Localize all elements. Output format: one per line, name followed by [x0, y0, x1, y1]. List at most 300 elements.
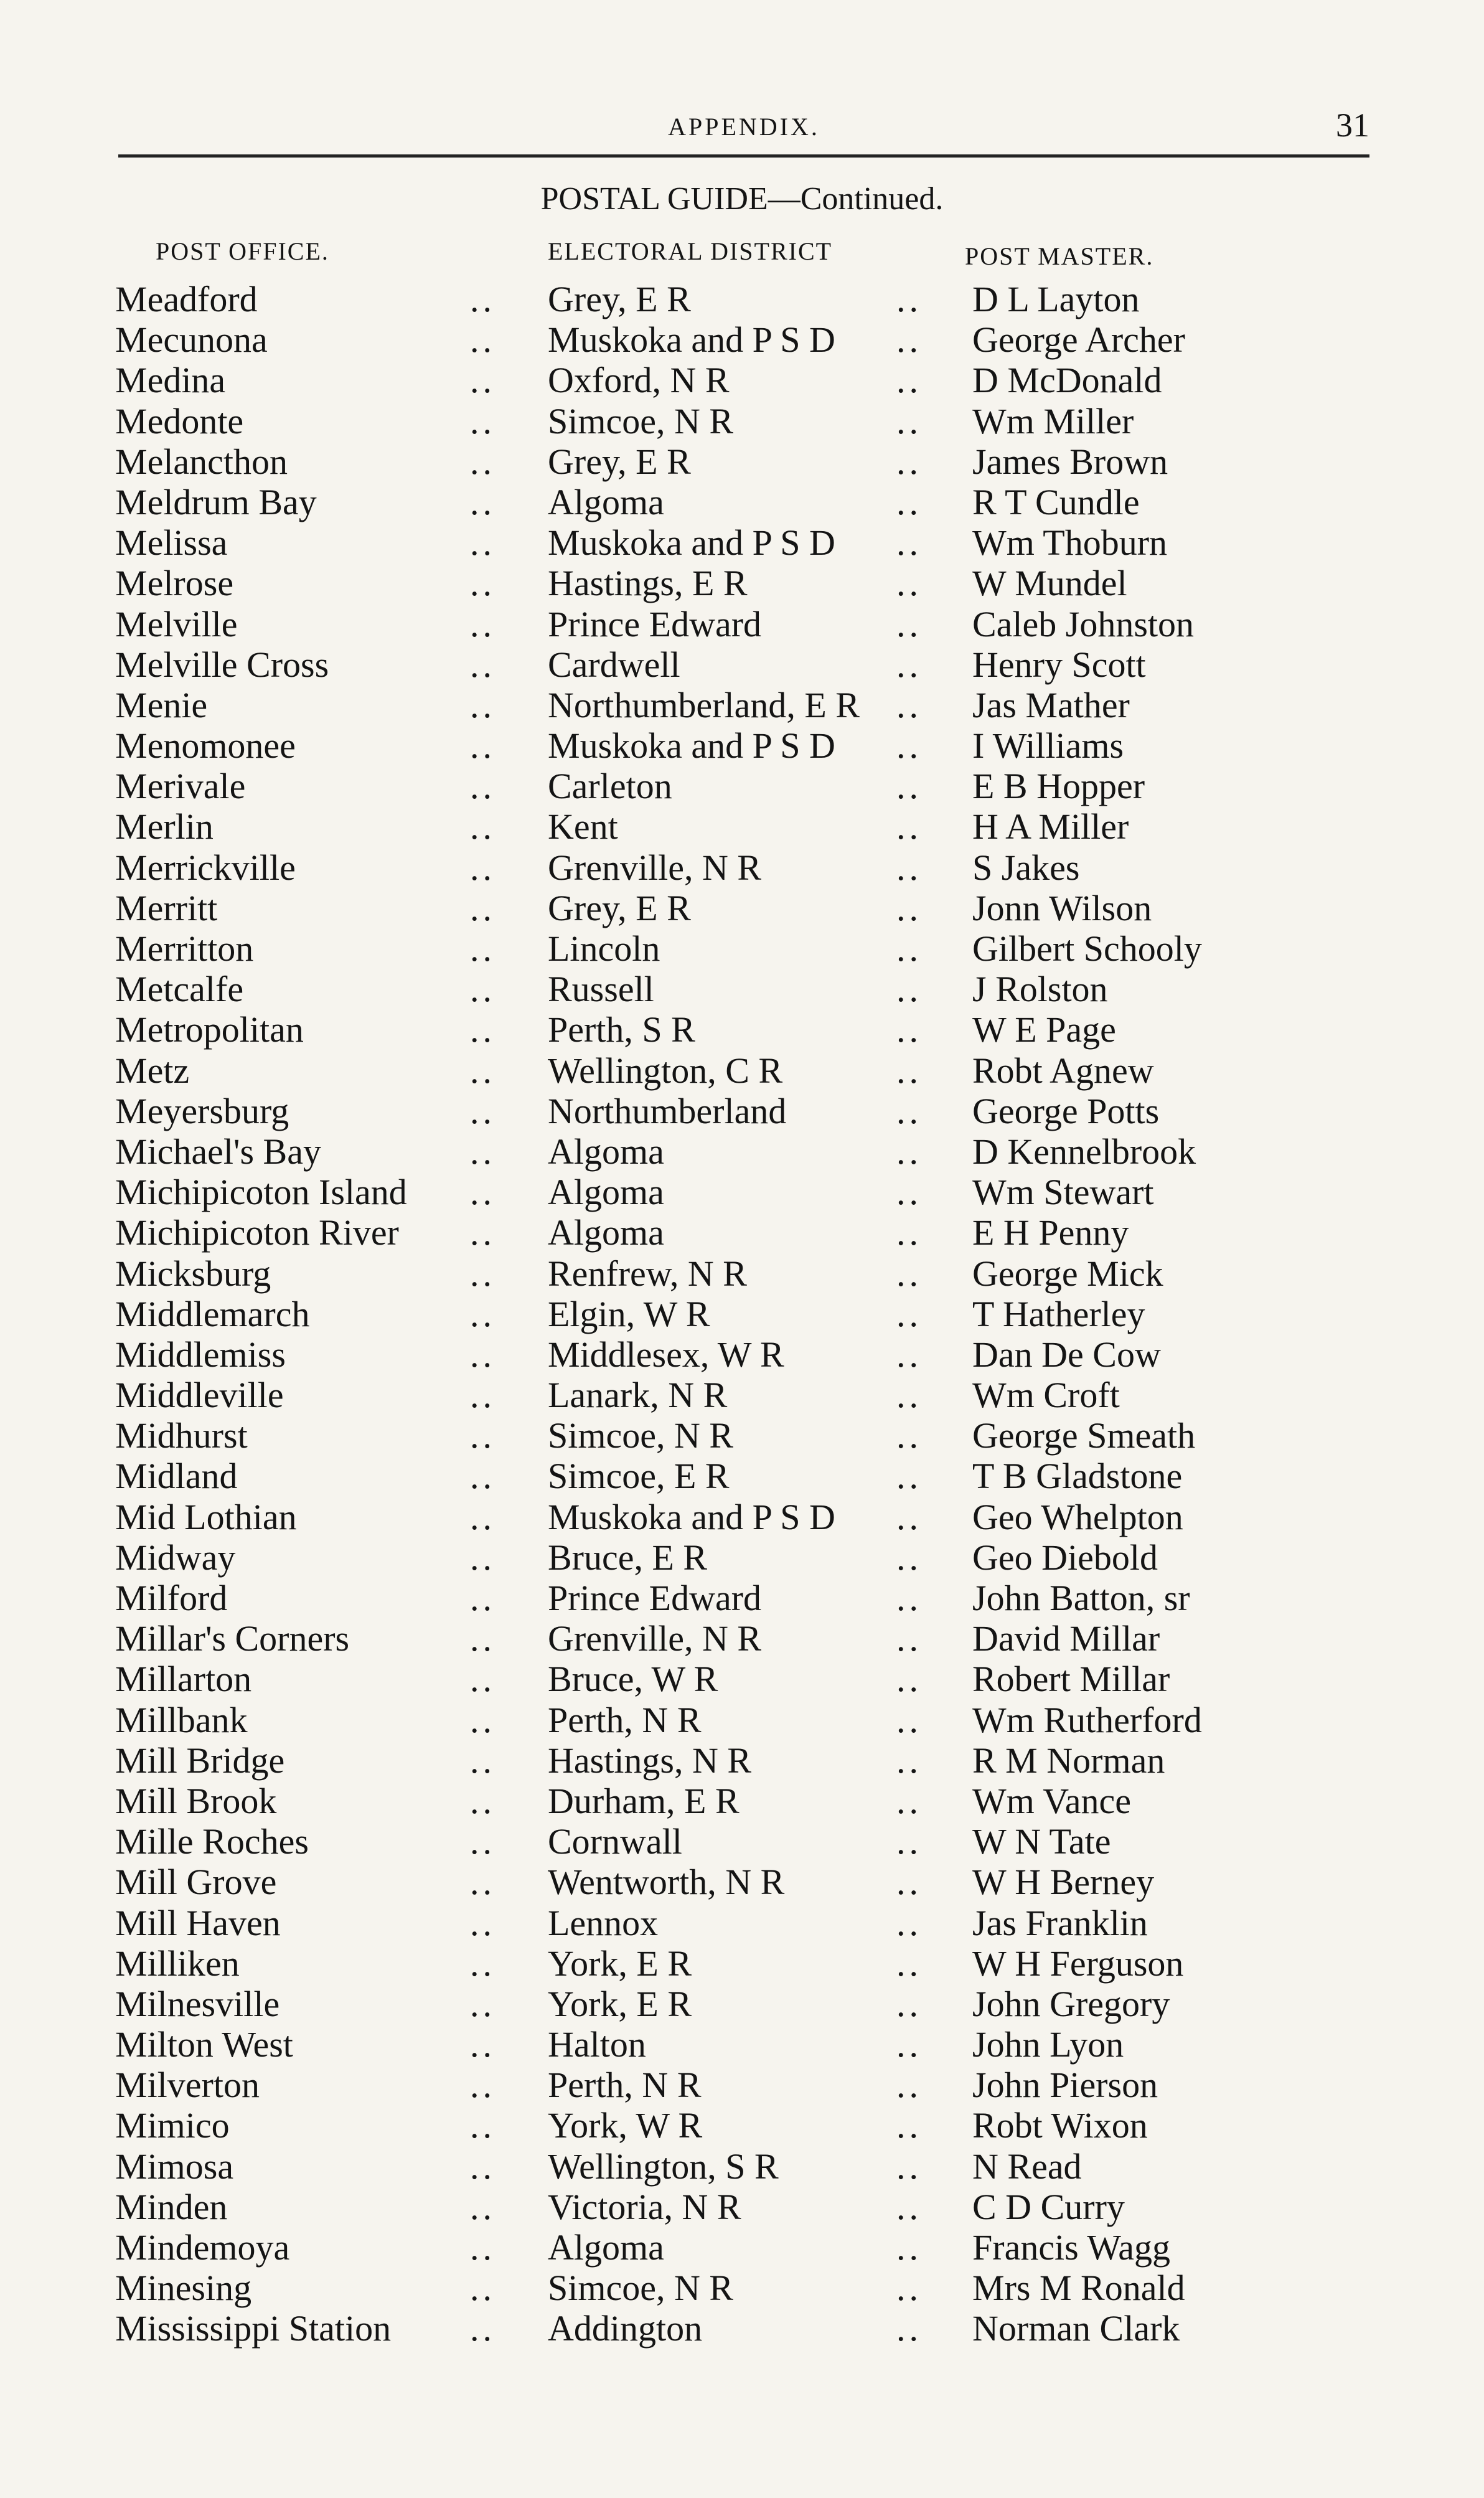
- electoral-district: Simcoe, N R: [548, 2268, 734, 2309]
- post-master-name: H A Miller: [972, 806, 1129, 847]
- leader-dots: ..: [470, 1131, 495, 1172]
- post-master-name: Wm Stewart: [972, 1172, 1154, 1213]
- leader-dots: ..: [896, 1983, 922, 2024]
- post-office-name: Melrose: [115, 563, 234, 604]
- electoral-district: Simcoe, N R: [548, 400, 734, 441]
- table-row: [0, 1740, 1484, 1781]
- leader-dots: ..: [470, 1578, 495, 1618]
- post-master-name: John Lyon: [972, 2024, 1124, 2065]
- leader-dots: ..: [470, 319, 495, 361]
- electoral-district: Lennox: [548, 1902, 659, 1943]
- post-office-name: Metz: [115, 1050, 190, 1091]
- table-row: [0, 969, 1484, 1009]
- post-master-name: R T Cundle: [972, 481, 1140, 522]
- electoral-district: Durham, E R: [548, 1780, 740, 1821]
- leader-dots: ..: [896, 1537, 922, 1578]
- post-office-name: Millbank: [115, 1699, 248, 1740]
- table-row: [0, 319, 1484, 360]
- leader-dots: ..: [470, 1821, 495, 1862]
- leader-dots: ..: [896, 847, 922, 888]
- leader-dots: ..: [470, 1456, 495, 1497]
- leader-dots: ..: [470, 1050, 495, 1091]
- leader-dots: ..: [470, 2186, 495, 2227]
- leader-dots: ..: [470, 887, 495, 928]
- leader-dots: ..: [470, 2268, 495, 2309]
- leader-dots: ..: [896, 1659, 922, 1700]
- leader-dots: ..: [470, 441, 495, 482]
- leader-dots: ..: [896, 2024, 922, 2065]
- electoral-district: Bruce, E R: [548, 1537, 708, 1578]
- leader-dots: ..: [896, 319, 922, 361]
- electoral-district: Oxford, N R: [548, 360, 730, 401]
- post-office-name: Meadford: [115, 279, 258, 319]
- table-row: [0, 2268, 1484, 2308]
- post-office-name: Melancthon: [115, 441, 288, 482]
- leader-dots: ..: [470, 1212, 495, 1253]
- leader-dots: ..: [896, 1496, 922, 1537]
- leader-dots: ..: [470, 766, 495, 807]
- post-master-name: George Archer: [972, 319, 1185, 361]
- leader-dots: ..: [470, 1780, 495, 1821]
- electoral-district: Simcoe, N R: [548, 1415, 734, 1456]
- leader-dots: ..: [470, 400, 495, 441]
- post-office-name: Micksburg: [115, 1253, 271, 1294]
- table-row: [0, 279, 1484, 319]
- leader-dots: ..: [470, 806, 495, 847]
- leader-dots: ..: [896, 1334, 922, 1375]
- table-row: [0, 401, 1484, 441]
- table-row: [0, 2105, 1484, 2146]
- leader-dots: ..: [896, 522, 922, 563]
- leader-dots: ..: [896, 481, 922, 522]
- electoral-district: Muskoka and P S D: [548, 319, 835, 361]
- table-row: [0, 604, 1484, 644]
- post-office-name: Mecunona: [115, 319, 268, 361]
- table-row: [0, 1294, 1484, 1334]
- post-master-name: Dan De Cow: [972, 1334, 1161, 1375]
- post-office-name: Mississippi Station: [115, 2308, 392, 2349]
- post-master-name: Norman Clark: [972, 2308, 1180, 2349]
- electoral-district: Cardwell: [548, 644, 680, 685]
- post-master-name: Gilbert Schooly: [972, 928, 1202, 969]
- leader-dots: ..: [896, 360, 922, 401]
- leader-dots: ..: [470, 1293, 495, 1334]
- electoral-district: York, W R: [548, 2105, 703, 2146]
- leader-dots: ..: [896, 1699, 922, 1740]
- post-master-name: Jas Mather: [972, 684, 1130, 725]
- electoral-district: Grey, E R: [548, 279, 691, 319]
- leader-dots: ..: [896, 400, 922, 441]
- post-master-name: J Rolston: [972, 969, 1108, 1010]
- post-office-name: Merivale: [115, 766, 246, 807]
- electoral-district: Victoria, N R: [548, 2186, 741, 2227]
- post-master-name: Robert Millar: [972, 1659, 1170, 1700]
- post-office-name: Merritton: [115, 928, 254, 969]
- table-row: [0, 888, 1484, 928]
- table-row: [0, 1415, 1484, 1456]
- leader-dots: ..: [896, 1821, 922, 1862]
- running-header: [118, 106, 1369, 156]
- electoral-district: Algoma: [548, 481, 664, 522]
- post-master-name: John Batton, sr: [972, 1578, 1190, 1618]
- post-office-name: Milnesville: [115, 1983, 280, 2024]
- leader-dots: ..: [470, 481, 495, 522]
- electoral-district: Kent: [548, 806, 618, 847]
- post-master-name: E B Hopper: [972, 766, 1145, 807]
- table-row: [0, 1050, 1484, 1091]
- electoral-district: Muskoka and P S D: [548, 522, 835, 563]
- electoral-district: Muskoka and P S D: [548, 725, 835, 766]
- leader-dots: ..: [470, 2146, 495, 2187]
- electoral-district: Wentworth, N R: [548, 1862, 785, 1903]
- leader-dots: ..: [896, 441, 922, 482]
- post-office-name: Middlemiss: [115, 1334, 286, 1375]
- post-office-name: Michipicoton Island: [115, 1172, 407, 1213]
- post-master-name: D L Layton: [972, 279, 1140, 319]
- table-row: [0, 2146, 1484, 2187]
- table-row: [0, 1456, 1484, 1496]
- post-office-name: Middlemarch: [115, 1293, 310, 1334]
- leader-dots: ..: [896, 1375, 922, 1416]
- leader-dots: ..: [896, 279, 922, 319]
- electoral-district: Perth, N R: [548, 1699, 702, 1740]
- leader-dots: ..: [470, 1334, 495, 1375]
- post-office-name: Mid Lothian: [115, 1496, 297, 1537]
- table-row: [0, 2308, 1484, 2349]
- leader-dots: ..: [470, 2227, 495, 2268]
- post-master-name: W Mundel: [972, 563, 1127, 604]
- leader-dots: ..: [470, 279, 495, 319]
- post-master-name: Wm Rutherford: [972, 1699, 1202, 1740]
- leader-dots: ..: [470, 2105, 495, 2146]
- leader-dots: ..: [470, 2024, 495, 2065]
- electoral-district: Perth, S R: [548, 1009, 695, 1050]
- post-master-name: Francis Wagg: [972, 2227, 1171, 2268]
- table-row: [0, 1659, 1484, 1699]
- electoral-district: Hastings, E R: [548, 563, 748, 604]
- post-master-name: D McDonald: [972, 360, 1162, 401]
- table-row: [0, 1862, 1484, 1902]
- table-row: [0, 2024, 1484, 2065]
- post-office-name: Menomonee: [115, 725, 296, 766]
- leader-dots: ..: [896, 1618, 922, 1659]
- leader-dots: ..: [896, 1415, 922, 1456]
- table-row: [0, 1537, 1484, 1578]
- leader-dots: ..: [896, 766, 922, 807]
- electoral-district: Algoma: [548, 1212, 664, 1253]
- electoral-district: Algoma: [548, 1131, 664, 1172]
- table-row: [0, 1984, 1484, 2024]
- table-row: [0, 1091, 1484, 1131]
- post-office-name: Merritt: [115, 887, 218, 928]
- leader-dots: ..: [470, 644, 495, 685]
- leader-dots: ..: [470, 360, 495, 401]
- leader-dots: ..: [470, 2065, 495, 2106]
- leader-dots: ..: [470, 847, 495, 888]
- leader-dots: ..: [470, 1090, 495, 1131]
- leader-dots: ..: [896, 1902, 922, 1943]
- table-row: [0, 360, 1484, 400]
- post-master-name: John Pierson: [972, 2065, 1158, 2106]
- electoral-district: Renfrew, N R: [548, 1253, 747, 1294]
- post-office-name: Minden: [115, 2186, 228, 2227]
- leader-dots: ..: [470, 928, 495, 969]
- post-office-name: Mille Roches: [115, 1821, 309, 1862]
- leader-dots: ..: [470, 1699, 495, 1740]
- leader-dots: ..: [470, 1943, 495, 1984]
- post-office-name: Milford: [115, 1578, 228, 1618]
- leader-dots: ..: [896, 1293, 922, 1334]
- post-master-name: Wm Miller: [972, 400, 1134, 441]
- electoral-district: Addington: [548, 2308, 703, 2349]
- leader-dots: ..: [896, 2186, 922, 2227]
- leader-dots: ..: [896, 1090, 922, 1131]
- electoral-district: Middlesex, W R: [548, 1334, 784, 1375]
- post-office-name: Meyersburg: [115, 1090, 289, 1131]
- table-row: [0, 1253, 1484, 1294]
- post-master-name: Wm Croft: [972, 1375, 1120, 1416]
- column-header-electoral-district: ELECTORAL DISTRICT: [548, 237, 833, 265]
- leader-dots: ..: [470, 1009, 495, 1050]
- leader-dots: ..: [896, 1172, 922, 1213]
- table-row: [0, 1172, 1484, 1212]
- table-row: [0, 725, 1484, 766]
- running-title: APPENDIX.: [668, 113, 820, 141]
- leader-dots: ..: [470, 563, 495, 604]
- table-row: [0, 1009, 1484, 1050]
- section-title: POSTAL GUIDE—Continued.: [540, 181, 944, 217]
- leader-dots: ..: [470, 1496, 495, 1537]
- electoral-district: Lincoln: [548, 928, 660, 969]
- table-row: [0, 2227, 1484, 2268]
- post-master-name: W E Page: [972, 1009, 1116, 1050]
- post-office-name: Mimico: [115, 2105, 230, 2146]
- leader-dots: ..: [470, 2308, 495, 2349]
- leader-dots: ..: [896, 806, 922, 847]
- post-office-name: Meldrum Bay: [115, 481, 317, 522]
- leader-dots: ..: [470, 684, 495, 725]
- leader-dots: ..: [896, 2268, 922, 2309]
- electoral-district: Grey, E R: [548, 441, 691, 482]
- post-master-name: Wm Thoburn: [972, 522, 1168, 563]
- post-master-name: James Brown: [972, 441, 1168, 482]
- post-master-name: Mrs M Ronald: [972, 2268, 1185, 2309]
- electoral-district: Wellington, C R: [548, 1050, 783, 1091]
- post-office-name: Medonte: [115, 400, 244, 441]
- leader-dots: ..: [896, 928, 922, 969]
- leader-dots: ..: [470, 1659, 495, 1700]
- leader-dots: ..: [470, 1902, 495, 1943]
- electoral-district: York, E R: [548, 1943, 692, 1984]
- post-master-name: T Hatherley: [972, 1293, 1145, 1334]
- leader-dots: ..: [896, 1009, 922, 1050]
- leader-dots: ..: [470, 1375, 495, 1416]
- leader-dots: ..: [896, 1740, 922, 1781]
- post-master-name: Caleb Johnston: [972, 603, 1195, 644]
- post-master-name: Robt Wixon: [972, 2105, 1148, 2146]
- leader-dots: ..: [470, 603, 495, 644]
- post-master-name: T B Gladstone: [972, 1456, 1183, 1497]
- table-row: [0, 1903, 1484, 1943]
- post-master-name: Geo Diebold: [972, 1537, 1158, 1578]
- leader-dots: ..: [896, 2105, 922, 2146]
- post-office-name: Menie: [115, 684, 208, 725]
- table-row: [0, 1334, 1484, 1375]
- table-row: [0, 1578, 1484, 1618]
- electoral-district: Grenville, N R: [548, 1618, 762, 1659]
- post-master-name: Wm Vance: [972, 1780, 1131, 1821]
- table-row: [0, 1700, 1484, 1740]
- post-office-name: Melville Cross: [115, 644, 329, 685]
- table-row: [0, 644, 1484, 685]
- leader-dots: ..: [896, 2227, 922, 2268]
- electoral-district: Prince Edward: [548, 603, 762, 644]
- leader-dots: ..: [896, 1131, 922, 1172]
- leader-dots: ..: [896, 1780, 922, 1821]
- post-office-name: Merlin: [115, 806, 214, 847]
- leader-dots: ..: [896, 887, 922, 928]
- electoral-district: Perth, N R: [548, 2065, 702, 2106]
- electoral-district: Elgin, W R: [548, 1293, 710, 1334]
- table-row: [0, 1212, 1484, 1253]
- table-row: [0, 806, 1484, 847]
- leader-dots: ..: [896, 2308, 922, 2349]
- post-office-name: Midland: [115, 1456, 238, 1497]
- electoral-district: Cornwall: [548, 1821, 682, 1862]
- post-office-name: Millarton: [115, 1659, 252, 1700]
- post-office-name: Michipicoton River: [115, 1212, 399, 1253]
- post-office-name: Melville: [115, 603, 238, 644]
- electoral-district: Algoma: [548, 1172, 664, 1213]
- leader-dots: ..: [470, 1415, 495, 1456]
- electoral-district: Hastings, N R: [548, 1740, 752, 1781]
- header-rule: [118, 154, 1369, 158]
- post-office-name: Metcalfe: [115, 969, 244, 1010]
- post-office-name: Mimosa: [115, 2146, 234, 2187]
- post-master-name: Jonn Wilson: [972, 887, 1152, 928]
- electoral-district: Wellington, S R: [548, 2146, 779, 2187]
- column-header-post-office: POST OFFICE.: [156, 237, 329, 265]
- page-number: 31: [1336, 106, 1369, 144]
- post-master-name: W H Berney: [972, 1862, 1155, 1903]
- electoral-district: York, E R: [548, 1983, 692, 2024]
- leader-dots: ..: [896, 644, 922, 685]
- post-master-name: George Smeath: [972, 1415, 1196, 1456]
- leader-dots: ..: [896, 603, 922, 644]
- leader-dots: ..: [896, 1253, 922, 1294]
- electoral-district: Carleton: [548, 766, 672, 807]
- electoral-district: Muskoka and P S D: [548, 1496, 835, 1537]
- post-master-name: S Jakes: [972, 847, 1080, 888]
- post-office-name: Melissa: [115, 522, 228, 563]
- post-master-name: W H Ferguson: [972, 1943, 1184, 1984]
- leader-dots: ..: [470, 1537, 495, 1578]
- post-master-name: N Read: [972, 2146, 1082, 2187]
- electoral-district: Northumberland: [548, 1090, 787, 1131]
- post-master-name: C D Curry: [972, 2186, 1125, 2227]
- post-office-name: Milton West: [115, 2024, 293, 2065]
- leader-dots: ..: [470, 1862, 495, 1903]
- electoral-district: Russell: [548, 969, 654, 1010]
- post-office-name: Merrickville: [115, 847, 296, 888]
- column-headers: [0, 237, 1484, 274]
- leader-dots: ..: [896, 684, 922, 725]
- post-master-name: Jas Franklin: [972, 1902, 1148, 1943]
- post-office-name: Mill Haven: [115, 1902, 281, 1943]
- table-row: [0, 685, 1484, 725]
- table-row: [0, 1497, 1484, 1537]
- electoral-district: Lanark, N R: [548, 1375, 728, 1416]
- post-master-name: Geo Whelpton: [972, 1496, 1183, 1537]
- post-office-name: Mill Bridge: [115, 1740, 285, 1781]
- leader-dots: ..: [896, 1456, 922, 1497]
- post-master-name: R M Norman: [972, 1740, 1165, 1781]
- leader-dots: ..: [896, 969, 922, 1010]
- table-row: [0, 1375, 1484, 1415]
- table-row: [0, 1781, 1484, 1821]
- electoral-district: Algoma: [548, 2227, 664, 2268]
- leader-dots: ..: [470, 1740, 495, 1781]
- leader-dots: ..: [896, 725, 922, 766]
- table-row: [0, 1618, 1484, 1659]
- table-row: [0, 928, 1484, 969]
- leader-dots: ..: [470, 725, 495, 766]
- table-row: [0, 2065, 1484, 2105]
- electoral-district: Prince Edward: [548, 1578, 762, 1618]
- post-master-name: D Kennelbrook: [972, 1131, 1196, 1172]
- post-office-name: Medina: [115, 360, 226, 401]
- post-master-name: E H Penny: [972, 1212, 1129, 1253]
- post-master-name: George Potts: [972, 1090, 1160, 1131]
- post-office-name: Metropolitan: [115, 1009, 304, 1050]
- post-office-name: Millar's Corners: [115, 1618, 350, 1659]
- leader-dots: ..: [470, 1983, 495, 2024]
- post-office-name: Milliken: [115, 1943, 240, 1984]
- electoral-district: Halton: [548, 2024, 646, 2065]
- leader-dots: ..: [470, 522, 495, 563]
- table-row: [0, 441, 1484, 482]
- table-row: [0, 1943, 1484, 1984]
- post-office-name: Mindemoya: [115, 2227, 290, 2268]
- leader-dots: ..: [896, 1578, 922, 1618]
- electoral-district: Grey, E R: [548, 887, 691, 928]
- leader-dots: ..: [896, 1050, 922, 1091]
- table-row: [0, 847, 1484, 888]
- leader-dots: ..: [896, 2065, 922, 2106]
- table-row: [0, 563, 1484, 603]
- postal-guide-table: [0, 279, 1484, 2349]
- table-row: [0, 2187, 1484, 2227]
- post-master-name: Robt Agnew: [972, 1050, 1154, 1091]
- post-office-name: Milverton: [115, 2065, 260, 2106]
- post-master-name: George Mick: [972, 1253, 1163, 1294]
- table-row: [0, 1131, 1484, 1172]
- post-office-name: Midway: [115, 1537, 236, 1578]
- electoral-district: Grenville, N R: [548, 847, 762, 888]
- post-office-name: Minesing: [115, 2268, 252, 2309]
- electoral-district: Northumberland, E R: [548, 684, 860, 725]
- post-master-name: I Williams: [972, 725, 1124, 766]
- leader-dots: ..: [896, 1862, 922, 1903]
- table-row: [0, 1821, 1484, 1862]
- leader-dots: ..: [470, 1253, 495, 1294]
- post-office-name: Mill Brook: [115, 1780, 277, 1821]
- electoral-district: Simcoe, E R: [548, 1456, 730, 1497]
- leader-dots: ..: [896, 563, 922, 604]
- leader-dots: ..: [896, 1212, 922, 1253]
- post-master-name: David Millar: [972, 1618, 1160, 1659]
- leader-dots: ..: [896, 1943, 922, 1984]
